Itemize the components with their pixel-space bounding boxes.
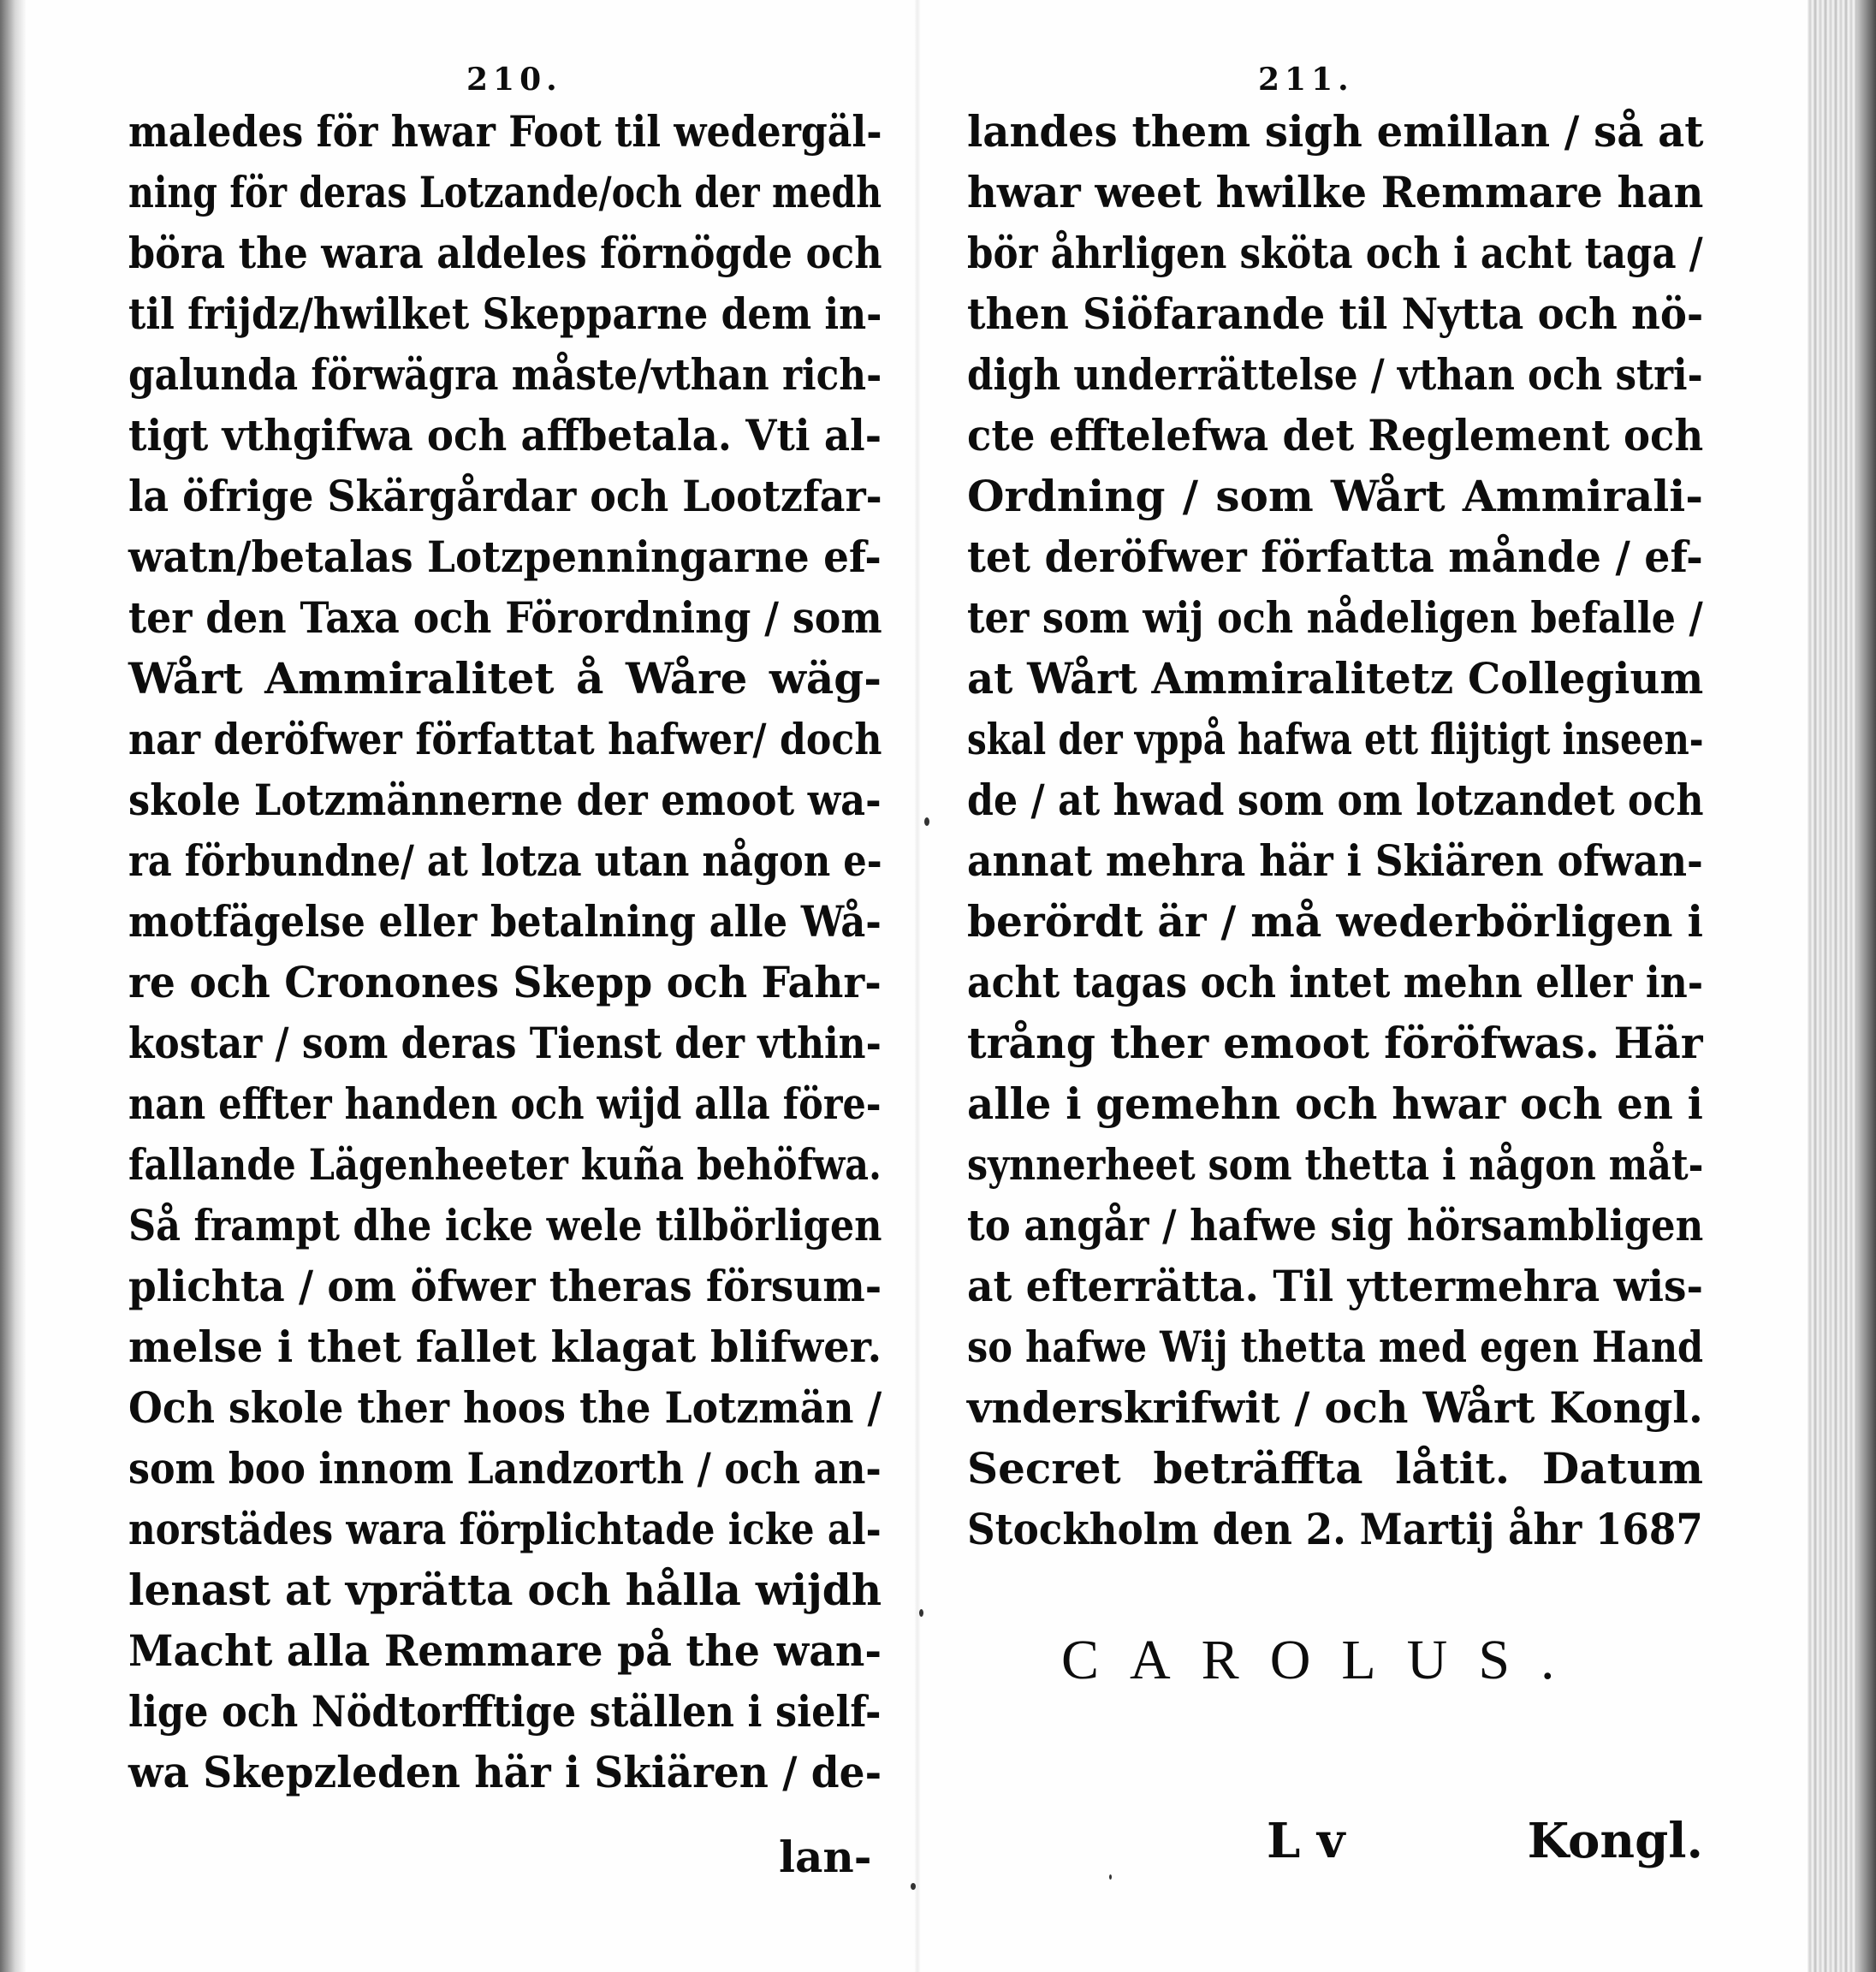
scan-speck (924, 817, 929, 826)
text-line: ter den Taxa och Förordning / som (128, 592, 882, 643)
text-line: nar deröfwer författat hafwer/ doch (128, 714, 882, 764)
text-line: tigt vthgifwa och affbetala. Vti al- (128, 410, 882, 460)
text-line: ning för deras Lotzande/och der medh (128, 167, 882, 217)
text-line: norstädes wara förplichtade icke al- (128, 1504, 882, 1554)
text-line: re och Cronones Skepp och Fahr- (128, 957, 882, 1007)
page-footer (967, 1813, 1703, 1881)
text-line: som boo innom Landzorth / och an- (128, 1443, 882, 1494)
text-line: Så frampt dhe icke wele tilbörligen (128, 1200, 882, 1250)
text-line: at efterrätta. Til yttermehra wis- (967, 1261, 1704, 1311)
text-line: berördt är / må wederbörligen i (967, 896, 1704, 947)
text-line: maledes för hwar Foot til wedergäl- (128, 106, 882, 157)
text-line: bör åhrligen sköta och i acht taga / (967, 228, 1703, 278)
text-line: then Siöfarande til Nytta och nö- (967, 288, 1704, 339)
text-line: acht tagas och intet mehn eller in- (967, 957, 1704, 1007)
royal-signature: CAROLUS. (1061, 1629, 1586, 1691)
text-line: Macht alla Remmare på the wan- (128, 1625, 882, 1676)
text-line: de / at hwad som om lotzandet och (967, 775, 1704, 825)
text-line: til frijdz/hwilket Skepparne dem in- (128, 288, 882, 339)
text-line: lenast at vprätta och hålla wijdh (128, 1565, 882, 1615)
signature-mark: L v (1267, 1813, 1345, 1869)
text-line: synnerheet som thetta i någon måt- (967, 1139, 1704, 1190)
text-line: fallande Lägenheeter kuña behöfwa. (128, 1139, 882, 1190)
text-line: lige och Nödtorfftige ställen i sielf- (128, 1686, 882, 1737)
right-page-text (967, 101, 1720, 1559)
text-line: galunda förwägra måste/vthan rich- (128, 349, 882, 400)
text-line: skole Lotzmännerne der emoot wa- (128, 775, 882, 825)
text-line: cte efftelefwa det Reglement och (967, 410, 1704, 460)
text-line: wa Skepzleden här i Skiären / de- (128, 1747, 882, 1797)
left-page (128, 0, 899, 1972)
text-line: Ordning / som Wårt Ammirali- (967, 471, 1703, 521)
text-line: Stockholm den 2. Martij åhr 1687 (967, 1504, 1703, 1554)
text-line: landes them sigh emillan / så at (967, 106, 1704, 157)
text-line: hwar weet hwilke Remmare han (967, 167, 1704, 217)
text-line: skal der vppå hafwa ett flijtigt inseen- (967, 714, 1704, 764)
text-line: la öfrige Skärgårdar och Lootzfar- (128, 471, 882, 521)
scan-speck (919, 1609, 923, 1617)
text-line: alle i gemehn och hwar och en i (967, 1078, 1703, 1129)
scan-speck (911, 1883, 916, 1890)
text-line: Wårt Ammiralitet å Wåre wäg- (128, 653, 882, 704)
page-number: 210. (466, 62, 562, 98)
text-line: ter som wij och nådeligen befalle / (967, 592, 1703, 643)
page-number: 211. (1258, 62, 1354, 98)
right-page (967, 0, 1720, 1972)
catchword: Kongl. (1527, 1813, 1703, 1869)
catchword: lan- (779, 1832, 872, 1882)
left-page-text (128, 101, 899, 1803)
text-line: watn/betalas Lotzpenningarne ef- (128, 532, 882, 582)
text-line: so hafwe Wij thetta med egen Hand (967, 1322, 1704, 1372)
scan-edge-left (0, 0, 26, 1972)
text-line: at Wårt Ammiralitetz Collegium (967, 653, 1704, 704)
text-line: vnderskrifwit / och Wårt Kongl. (967, 1382, 1703, 1433)
text-line: melse i thet fallet klagat blifwer. (128, 1322, 882, 1372)
text-line: plichta / om öfwer theras försum- (128, 1261, 882, 1311)
scan-speck (1109, 1874, 1112, 1880)
text-line: Secret beträffta låtit. Datum (967, 1443, 1703, 1494)
text-line: Och skole ther hoos the Lotzmän / (128, 1382, 882, 1433)
text-line: böra the wara aldeles förnögde och (128, 228, 882, 278)
text-line: tet deröfwer författa månde / ef- (967, 532, 1703, 582)
text-line: kostar / som deras Tienst der vthin- (128, 1018, 882, 1068)
text-line: ra förbundne/ at lotza utan någon e- (128, 835, 882, 886)
text-line: motfägelse eller betalning alle Wå- (128, 896, 882, 947)
text-line: to angår / hafwe sig hörsambligen (967, 1200, 1704, 1250)
scan-edge-right (1808, 0, 1876, 1972)
text-line: nan effter handen och wijd alla före- (128, 1078, 882, 1129)
book-gutter (914, 0, 921, 1972)
text-line: trång ther emoot föröfwas. Här (967, 1018, 1703, 1068)
text-line: annat mehra här i Skiären ofwan- (967, 835, 1703, 886)
text-line: digh underrättelse / vthan och stri- (967, 349, 1703, 400)
